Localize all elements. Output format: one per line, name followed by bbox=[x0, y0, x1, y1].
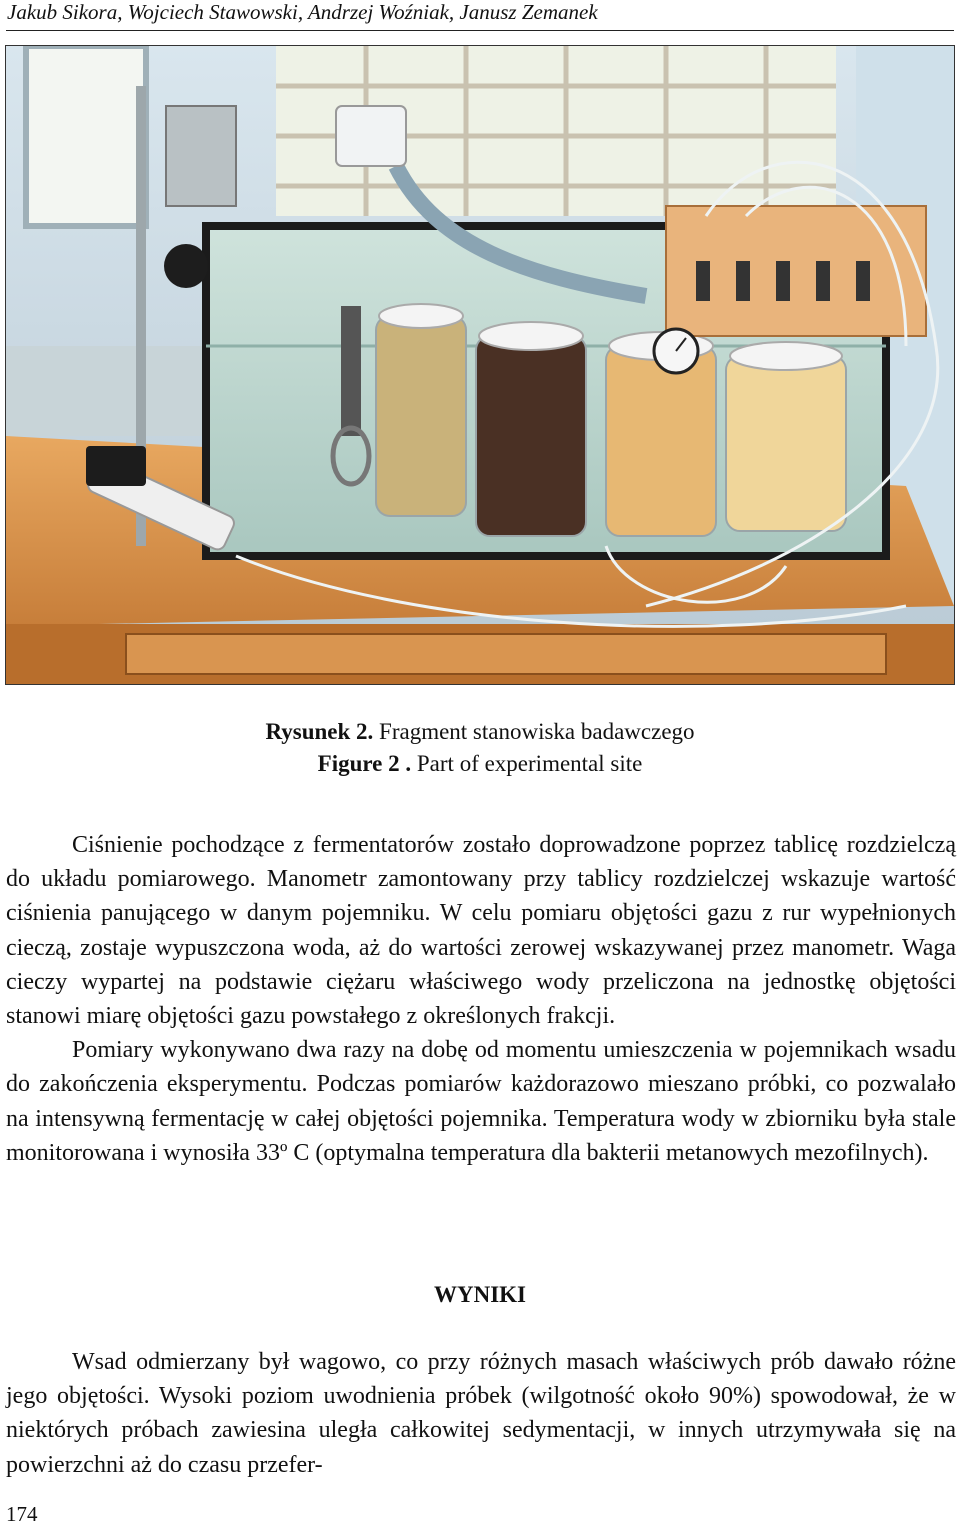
paragraph-results: Wsad odmierzany był wagowo, co przy różnych masach właściwych prób dawało różne jego objętości. Wysoki poziom uwodnienia próbek (wilgotność około 90%) spowodował, że w niektórych próbach zawiesina uległa całkowitej sedymentacji, w innych utrzymywała się na powierzchni aż do czasu przefer- bbox=[6, 1349, 956, 1478]
caption-en-label: Figure 2 . bbox=[317, 751, 412, 776]
caption-pl-text: Fragment stanowiska badawczego bbox=[379, 719, 695, 744]
experimental-site-illustration bbox=[6, 46, 954, 684]
methods-text bbox=[6, 828, 956, 1170]
section-title-results: WYNIKI bbox=[433, 1282, 526, 1307]
caption-pl-label: Rysunek 2. bbox=[265, 719, 374, 744]
paragraph-pressure: Ciśnienie pochodzące z fermentatorów zostało doprowadzone poprzez tablicę rozdzielczą do układu pomiarowego. Manometr zamontowany przy tablicy rozdzielczej wskazuje wartość ciśnienia panującego w danym pojemniku. W celu pomiaru objętości gazu z rur wypełnionych cieczą, zostaje wypuszczona woda, aż do wartości zerowej wskazywanej przez manometr. Waga cieczy wypartej na podstawie ciężaru właściwego wody przeliczona na jednostkę objętości stanowi miarę objętości gazu powstałego z określonych frakcji. bbox=[6, 832, 956, 1030]
running-header bbox=[6, 0, 954, 31]
figure-caption-english bbox=[0, 750, 960, 778]
paragraph-measurements: Pomiary wykonywano dwa razy na dobę od momentu umieszczenia w pojemnikach wsadu do zakończenia eksperymentu. Podczas pomiarów każdorazowo mieszano próbki, co pozwalało na intensywną fermentację w całej objętości pojemnika. Temperatura wody w zbiorniku była stale monitorowana i wynosiła 33º C (optymalna temperatura dla bakterii metanowych mezofilnych). bbox=[6, 1037, 956, 1166]
results-text bbox=[6, 1345, 956, 1482]
page-number: 174 bbox=[6, 1502, 38, 1526]
figure-caption-polish bbox=[0, 718, 960, 746]
figure-photo bbox=[5, 45, 955, 685]
caption-en-text: Part of experimental site bbox=[416, 751, 643, 776]
header-authors: Jakub Sikora, Wojciech Stawowski, Andrzej Woźniak, Janusz Zemanek bbox=[7, 0, 598, 24]
